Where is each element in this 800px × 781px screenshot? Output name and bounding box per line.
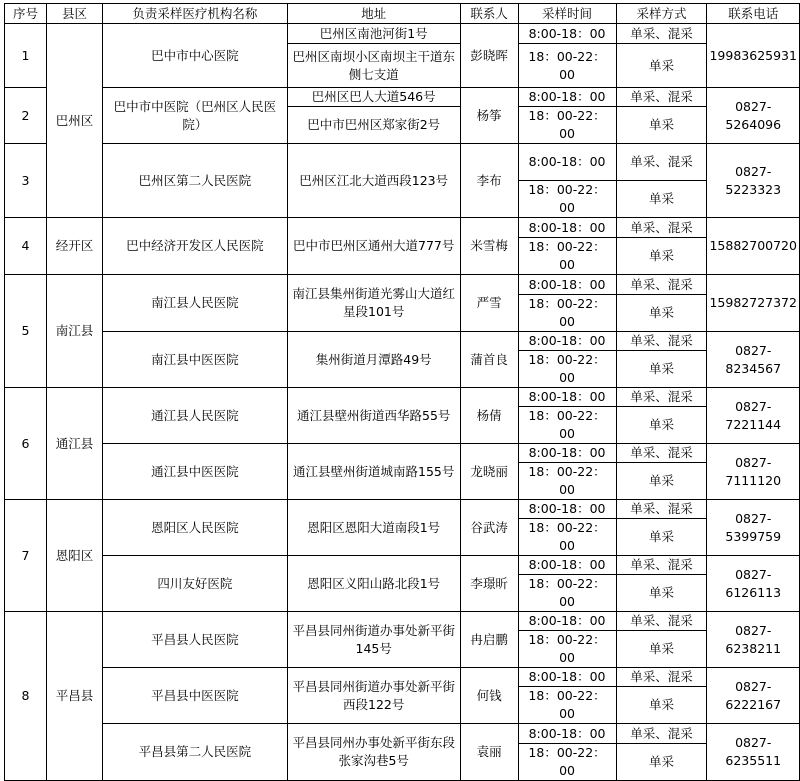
address-cell: 巴州区南池河街1号	[287, 24, 460, 44]
time-day: 8:00-18：00	[518, 24, 616, 44]
method-night: 单采	[616, 631, 707, 668]
address-cell: 巴州区南坝小区南坝主干道东侧七支道	[287, 44, 460, 88]
phone-number: 15982727372	[707, 275, 800, 332]
table-row	[5, 556, 800, 575]
time-day: 8:00-18：00	[518, 218, 616, 238]
table-row	[5, 388, 800, 407]
contact-person: 杨筝	[460, 88, 518, 144]
header-method: 采样方式	[616, 4, 707, 24]
serial-number: 7	[5, 500, 47, 612]
serial-number: 5	[5, 275, 47, 388]
time-night: 18：00-22：00	[518, 295, 616, 332]
table-row	[5, 724, 800, 744]
time-day: 8:00-18：00	[518, 275, 616, 295]
phone-number: 0827-6222167	[707, 668, 800, 724]
contact-person: 米雪梅	[460, 218, 518, 275]
phone-number: 0827-5264096	[707, 88, 800, 144]
contact-person: 杨倩	[460, 388, 518, 444]
method-day: 单采、混采	[616, 612, 707, 631]
contact-person: 彭晓晖	[460, 24, 518, 88]
method-night: 单采	[616, 351, 707, 388]
method-day: 单采、混采	[616, 500, 707, 519]
time-day: 8:00-18：00	[518, 144, 616, 181]
address-cell: 巴州区巴人大道546号	[287, 88, 460, 107]
address-cell: 恩阳区义阳山路北段1号	[287, 556, 460, 612]
method-day: 单采、混采	[616, 218, 707, 238]
method-night: 单采	[616, 744, 707, 781]
method-night: 单采	[616, 295, 707, 332]
method-night: 单采	[616, 181, 707, 218]
method-day: 单采、混采	[616, 24, 707, 44]
phone-number: 15882700720	[707, 218, 800, 275]
method-night: 单采	[616, 575, 707, 612]
method-day: 单采、混采	[616, 668, 707, 687]
hospital-name: 平昌县人民医院	[102, 612, 287, 668]
table-row	[5, 88, 800, 107]
county-cell: 经开区	[46, 218, 102, 275]
time-day: 8:00-18：00	[518, 444, 616, 463]
contact-person: 何钱	[460, 668, 518, 724]
table-row	[5, 24, 800, 44]
address-cell: 通江县壁州街道城南路155号	[287, 444, 460, 500]
time-day: 8:00-18：00	[518, 332, 616, 351]
time-night: 18：00-22：00	[518, 631, 616, 668]
county-cell: 平昌县	[46, 612, 102, 781]
time-night: 18：00-22：00	[518, 238, 616, 275]
county-cell: 通江县	[46, 388, 102, 500]
time-day: 8:00-18：00	[518, 668, 616, 687]
time-night: 18：00-22：00	[518, 687, 616, 724]
address-cell: 恩阳区恩阳大道南段1号	[287, 500, 460, 556]
address-cell: 巴州区江北大道西段123号	[287, 144, 460, 218]
phone-number: 0827-6238211	[707, 612, 800, 668]
county-cell: 恩阳区	[46, 500, 102, 612]
hospital-name: 平昌县第二人民医院	[102, 724, 287, 781]
header-time: 采样时间	[518, 4, 616, 24]
sampling-table	[4, 3, 800, 781]
address-cell: 巴中市巴州区郑家街2号	[287, 107, 460, 144]
contact-person: 蒲首良	[460, 332, 518, 388]
method-night: 单采	[616, 463, 707, 500]
contact-person: 龙晓丽	[460, 444, 518, 500]
phone-number: 0827-6126113	[707, 556, 800, 612]
method-night: 单采	[616, 107, 707, 144]
county-cell: 南江县	[46, 275, 102, 388]
hospital-name: 恩阳区人民医院	[102, 500, 287, 556]
contact-person: 严雪	[460, 275, 518, 332]
address-cell: 平昌县同州街道办事处新平街145号	[287, 612, 460, 668]
table-row	[5, 444, 800, 463]
header-hospital: 负责采样医疗机构名称	[102, 4, 287, 24]
time-night: 18：00-22：00	[518, 744, 616, 781]
time-night: 18：00-22：00	[518, 519, 616, 556]
address-cell: 南江县集州街道光雾山大道红星段101号	[287, 275, 460, 332]
header-phone: 联系电话	[707, 4, 800, 24]
time-night: 18：00-22：00	[518, 575, 616, 612]
hospital-name: 四川友好医院	[102, 556, 287, 612]
time-day: 8:00-18：00	[518, 388, 616, 407]
hospital-name: 平昌县中医医院	[102, 668, 287, 724]
table-row	[5, 668, 800, 687]
time-night: 18：00-22：00	[518, 351, 616, 388]
method-night: 单采	[616, 519, 707, 556]
header-county: 县区	[46, 4, 102, 24]
phone-number: 0827-5223323	[707, 144, 800, 218]
contact-person: 袁丽	[460, 724, 518, 781]
table-row	[5, 332, 800, 351]
time-night: 18：00-22：00	[518, 463, 616, 500]
serial-number: 3	[5, 144, 47, 218]
method-day: 单采、混采	[616, 444, 707, 463]
contact-person: 李璟昕	[460, 556, 518, 612]
method-night: 单采	[616, 687, 707, 724]
serial-number: 1	[5, 24, 47, 88]
method-night: 单采	[616, 238, 707, 275]
phone-number: 0827-5399759	[707, 500, 800, 556]
contact-person: 谷武涛	[460, 500, 518, 556]
time-night: 18：00-22：00	[518, 407, 616, 444]
hospital-name: 巴州区第二人民医院	[102, 144, 287, 218]
header-contact: 联系人	[460, 4, 518, 24]
method-day: 单采、混采	[616, 724, 707, 744]
phone-number: 0827-7111120	[707, 444, 800, 500]
phone-number: 19983625931	[707, 24, 800, 88]
table-row	[5, 275, 800, 295]
method-day: 单采、混采	[616, 332, 707, 351]
header-address: 地址	[287, 4, 460, 24]
method-day: 单采、混采	[616, 275, 707, 295]
hospital-name: 通江县人民医院	[102, 388, 287, 444]
contact-person: 李布	[460, 144, 518, 218]
serial-number: 6	[5, 388, 47, 500]
method-night: 单采	[616, 44, 707, 88]
header-no: 序号	[5, 4, 47, 24]
phone-number: 0827-7221144	[707, 388, 800, 444]
hospital-name: 通江县中医医院	[102, 444, 287, 500]
time-day: 8:00-18：00	[518, 88, 616, 107]
address-cell: 平昌县同州街道办事处新平街西段122号	[287, 668, 460, 724]
time-day: 8:00-18：00	[518, 556, 616, 575]
phone-number: 0827-6235511	[707, 724, 800, 781]
phone-number: 0827-8234567	[707, 332, 800, 388]
method-day: 单采、混采	[616, 388, 707, 407]
table-row	[5, 500, 800, 519]
address-cell: 平昌县同州办事处新平街东段张家沟巷5号	[287, 724, 460, 781]
time-night: 18：00-22：00	[518, 181, 616, 218]
address-cell: 通江县壁州街道西华路55号	[287, 388, 460, 444]
method-day: 单采、混采	[616, 144, 707, 181]
time-day: 8:00-18：00	[518, 500, 616, 519]
table-row	[5, 612, 800, 631]
hospital-name: 巴中经济开发区人民医院	[102, 218, 287, 275]
method-day: 单采、混采	[616, 88, 707, 107]
table-row	[5, 218, 800, 238]
address-cell: 集州街道月潭路49号	[287, 332, 460, 388]
time-night: 18：00-22：00	[518, 107, 616, 144]
method-night: 单采	[616, 407, 707, 444]
hospital-name: 南江县人民医院	[102, 275, 287, 332]
hospital-name: 南江县中医医院	[102, 332, 287, 388]
time-night: 18：00-22：00	[518, 44, 616, 88]
header-row	[5, 4, 800, 24]
hospital-name: 巴中市中医院（巴州区人民医院）	[102, 88, 287, 144]
serial-number: 8	[5, 612, 47, 781]
serial-number: 4	[5, 218, 47, 275]
address-cell: 巴中市巴州区通州大道777号	[287, 218, 460, 275]
contact-person: 冉启鹏	[460, 612, 518, 668]
serial-number: 2	[5, 88, 47, 144]
time-day: 8:00-18：00	[518, 724, 616, 744]
time-day: 8:00-18：00	[518, 612, 616, 631]
method-day: 单采、混采	[616, 556, 707, 575]
hospital-name: 巴中市中心医院	[102, 24, 287, 88]
county-cell: 巴州区	[46, 24, 102, 218]
table-row	[5, 144, 800, 181]
